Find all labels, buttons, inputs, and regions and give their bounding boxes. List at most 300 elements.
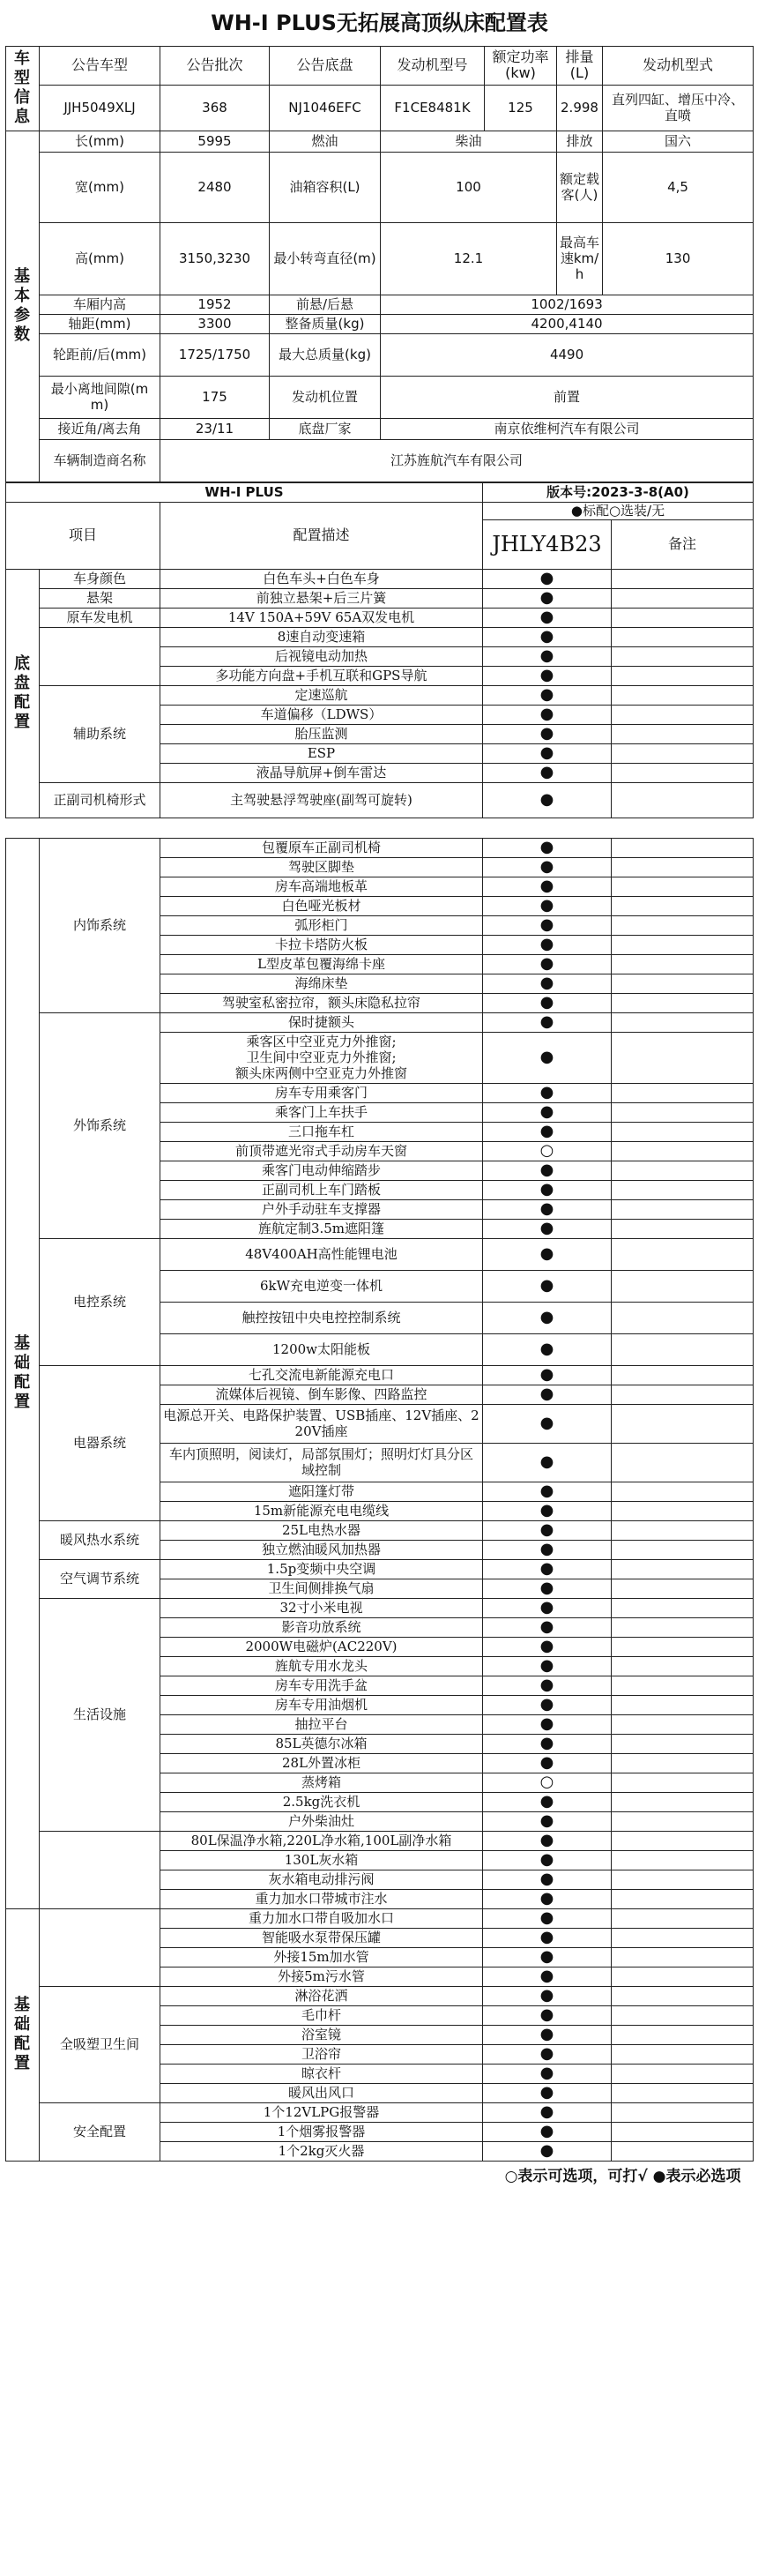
config-item-mark: ● (483, 1161, 612, 1180)
legend-text: ●标配○选装/无 (483, 502, 754, 519)
config-item-mark: ● (483, 2102, 612, 2122)
fuel-value: 柴油 (381, 131, 557, 152)
config-item-note (612, 685, 754, 705)
config-item-desc: 2.5kg洗衣机 (160, 1792, 483, 1811)
config-item-mark: ● (483, 1122, 612, 1141)
fuel-label: 燃油 (270, 131, 381, 152)
config-item-mark: ● (483, 1947, 612, 1967)
config-item-note (612, 743, 754, 763)
config-item-desc: 液晶导航屏+倒车雷达 (160, 763, 483, 782)
config-item-note (612, 2102, 754, 2122)
config-category: 空气调节系统 (40, 1559, 160, 1598)
config-category (40, 1908, 160, 1986)
config-category: 电器系统 (40, 1365, 160, 1520)
config-item-mark: ● (483, 1404, 612, 1443)
config-item-note (612, 2044, 754, 2064)
config-item-mark: ● (483, 1676, 612, 1695)
config-item-desc: 卡拉卡塔防火板 (160, 935, 483, 954)
config-item-mark: ● (483, 1443, 612, 1482)
config-item-desc: 8速自动变速箱 (160, 627, 483, 646)
config-item-desc: 32寸小米电视 (160, 1598, 483, 1617)
config-item-desc: 6kW充电逆变一体机 (160, 1270, 483, 1302)
config-item-note (612, 1656, 754, 1676)
config-item-note (612, 1617, 754, 1637)
config-row (6, 1598, 754, 1617)
config-item-desc: 影音功放系统 (160, 1617, 483, 1637)
config-category: 悬架 (40, 588, 160, 608)
config-item-mark: ● (483, 1180, 612, 1199)
config-category (40, 1831, 160, 1908)
config-item-note (612, 1501, 754, 1520)
config-item-mark: ● (483, 974, 612, 993)
config-item-mark: ● (483, 1734, 612, 1753)
config-item-mark: ● (483, 1270, 612, 1302)
config-item-note (612, 896, 754, 915)
config-item-desc: 七孔交流电新能源充电口 (160, 1365, 483, 1385)
manufacturer-label: 车辆制造商名称 (40, 439, 160, 482)
config-item-desc: 白色哑光板材 (160, 896, 483, 915)
config-item-desc: 流媒体后视镜、倒车影像、四路监控 (160, 1385, 483, 1404)
overhang-value: 1002/1693 (381, 295, 754, 314)
config-item-note (612, 1967, 754, 1986)
config-item-mark: ● (483, 857, 612, 877)
config-row (6, 1520, 754, 1540)
page-title: WH-I PLUS无拓展高顶纵床配置表 (6, 0, 754, 46)
config-item-mark: ● (483, 1850, 612, 1870)
config-category: 全吸塑卫生间 (40, 1986, 160, 2102)
config-item-mark: ● (483, 2083, 612, 2102)
emission-value: 国六 (603, 131, 754, 152)
config-item-desc: 15m新能源充电电缆线 (160, 1501, 483, 1520)
config-category: 外饰系统 (40, 1012, 160, 1238)
config-category: 电控系统 (40, 1238, 160, 1365)
config-item-desc: 1.5p变频中央空调 (160, 1559, 483, 1579)
config-item-note (612, 857, 754, 877)
col-note-header: 备注 (612, 519, 754, 569)
width-label: 宽(mm) (40, 152, 160, 222)
config-item-desc: 卫生间侧排换气扇 (160, 1579, 483, 1598)
config-item-desc: 毛巾杆 (160, 2005, 483, 2025)
length-value: 5995 (160, 131, 270, 152)
config-item-desc: 户外柴油灶 (160, 1811, 483, 1831)
config-item-mark: ○ (483, 1773, 612, 1792)
config-item-desc: 房车专用洗手盆 (160, 1676, 483, 1695)
config-item-desc: 旌航定制3.5m遮阳篷 (160, 1219, 483, 1238)
config-item-mark: ● (483, 685, 612, 705)
manufacturer-value: 江苏旌航汽车有限公司 (160, 439, 754, 482)
config-item-note (612, 2064, 754, 2083)
config-item-mark: ● (483, 1520, 612, 1540)
config-item-mark: ● (483, 915, 612, 935)
turn-diameter-label: 最小转弯直径(m) (270, 222, 381, 295)
config-item-note (612, 935, 754, 954)
config-item-mark: ● (483, 1333, 612, 1365)
config-item-desc: 外接15m加水管 (160, 1947, 483, 1967)
config-item-mark: ○ (483, 1141, 612, 1161)
track-label: 轮距前/后(mm) (40, 333, 160, 376)
config-category: 内饰系统 (40, 838, 160, 1012)
config-item-note (612, 915, 754, 935)
config-item-note (612, 1404, 754, 1443)
config-item-desc: 蒸烤箱 (160, 1773, 483, 1792)
col-item-header: 项目 (6, 502, 160, 569)
seats-label: 额定载客(人) (557, 152, 603, 222)
config-item-note (612, 1520, 754, 1540)
chassis-maker-label: 底盘厂家 (270, 418, 381, 439)
config-item-mark: ● (483, 569, 612, 588)
config-item-desc: 晾衣杆 (160, 2064, 483, 2083)
config-item-note (612, 1180, 754, 1199)
config-item-desc: 海绵床垫 (160, 974, 483, 993)
value-power: 125 (485, 85, 557, 131)
clearance-label: 最小离地间隙(mm) (40, 376, 160, 418)
config-item-desc: 电源总开关、电路保护装置、USB插座、12V插座、220V插座 (160, 1404, 483, 1443)
config-item-mark: ● (483, 993, 612, 1012)
config-item-desc: L型皮革包覆海绵卡座 (160, 954, 483, 974)
col-desc-header: 配置描述 (160, 502, 483, 569)
config-category: 暖风热水系统 (40, 1520, 160, 1559)
config-row (6, 569, 754, 588)
config-item-note (612, 1637, 754, 1656)
config-category: 生活设施 (40, 1598, 160, 1831)
config-item-mark: ● (483, 2005, 612, 2025)
length-label: 长(mm) (40, 131, 160, 152)
config-item-note (612, 1579, 754, 1598)
config-item-mark: ● (483, 2122, 612, 2141)
config-item-mark: ● (483, 1385, 612, 1404)
config-item-mark: ● (483, 2044, 612, 2064)
config-item-mark: ● (483, 1792, 612, 1811)
config-item-note (612, 993, 754, 1012)
config-item-note (612, 1302, 754, 1333)
section-gap (6, 818, 754, 838)
config-item-desc: 房车专用乘客门 (160, 1083, 483, 1102)
tank-label: 油箱容积(L) (270, 152, 381, 222)
config-item-mark: ● (483, 1831, 612, 1850)
config-item-desc: 130L灰水箱 (160, 1850, 483, 1870)
config-item-desc: 外接5m污水管 (160, 1967, 483, 1986)
height-label: 高(mm) (40, 222, 160, 295)
gross-weight-label: 最大总质量(kg) (270, 333, 381, 376)
config-item-desc: 14V 150A+59V 65A双发电机 (160, 608, 483, 627)
config-item-note (612, 1889, 754, 1908)
config-item-note (612, 1753, 754, 1773)
config-item-note (612, 1676, 754, 1695)
header-engine-type: 发动机型式 (603, 46, 754, 85)
config-item-mark: ● (483, 1986, 612, 2005)
config-item-mark: ● (483, 666, 612, 685)
config-item-desc: 房车高端地板革 (160, 877, 483, 896)
turn-diameter-value: 12.1 (381, 222, 557, 295)
config-item-desc: 1个烟雾报警器 (160, 2122, 483, 2141)
config-item-desc: 28L外置冰柜 (160, 1753, 483, 1773)
config-item-desc: 前顶带遮光帘式手动房车天窗 (160, 1141, 483, 1161)
config-item-desc: 48V400AH高性能锂电池 (160, 1238, 483, 1270)
config-item-note (612, 724, 754, 743)
config-row (6, 1012, 754, 1032)
config-item-desc: 重力加水口带自吸加水口 (160, 1908, 483, 1928)
config-item-note (612, 1012, 754, 1032)
config-item-mark: ● (483, 1753, 612, 1773)
config-item-note (612, 1219, 754, 1238)
max-speed-label: 最高车速km/h (557, 222, 603, 295)
header-batch: 公告批次 (160, 46, 270, 85)
config-item-note (612, 1161, 754, 1180)
config-item-mark: ● (483, 1102, 612, 1122)
config-item-note (612, 1333, 754, 1365)
config-item-note (612, 954, 754, 974)
config-item-mark: ● (483, 1811, 612, 1831)
wheelbase-label: 轴距(mm) (40, 314, 160, 333)
config-item-mark: ● (483, 1365, 612, 1385)
config-item-desc: 灰水箱电动排污阀 (160, 1870, 483, 1889)
config-item-note (612, 1482, 754, 1501)
config-item-mark: ● (483, 1714, 612, 1734)
config-item-desc: 乘客区中空亚克力外推窗; 卫生间中空亚克力外推窗; 额头床两侧中空亚克力外推窗 (160, 1032, 483, 1083)
config-item-desc: 包覆原车正副司机椅 (160, 838, 483, 857)
config-row (6, 1831, 754, 1850)
header-power: 额定功率(kw) (485, 46, 557, 85)
height-value: 3150,3230 (160, 222, 270, 295)
model-code: JHLY4B23 (483, 519, 612, 569)
wheelbase-value: 3300 (160, 314, 270, 333)
config-row (6, 2102, 754, 2122)
config-item-note (612, 1122, 754, 1141)
config-item-mark: ● (483, 1617, 612, 1637)
config-item-mark: ● (483, 1199, 612, 1219)
config-item-mark: ● (483, 954, 612, 974)
config-item-mark: ● (483, 838, 612, 857)
config-group-label: 基础配置 (6, 1908, 40, 2161)
config-item-note (612, 1559, 754, 1579)
config-item-note (612, 2083, 754, 2102)
overhang-label: 前悬/后悬 (270, 295, 381, 314)
config-item-note (612, 2141, 754, 2161)
config-item-desc: 1个12VLPG报警器 (160, 2102, 483, 2122)
config-item-note (612, 627, 754, 646)
config-item-mark: ● (483, 1656, 612, 1676)
config-body (6, 569, 754, 2161)
config-category: 正副司机椅形式 (40, 782, 160, 818)
config-item-note (612, 1270, 754, 1302)
config-version: 版本号:2023-3-8(A0) (483, 482, 754, 502)
config-item-desc: 房车专用油烟机 (160, 1695, 483, 1714)
config-item-desc: 80L保温净水箱,220L净水箱,100L副净水箱 (160, 1831, 483, 1850)
config-item-desc: 乘客门上车扶手 (160, 1102, 483, 1122)
basic-params-group: 基本参数 (6, 131, 40, 482)
cabin-height-value: 1952 (160, 295, 270, 314)
config-item-note (612, 2122, 754, 2141)
chassis-maker-value: 南京依维柯汽车有限公司 (381, 418, 754, 439)
config-item-note (612, 608, 754, 627)
config-item-desc: 弧形柜门 (160, 915, 483, 935)
config-item-desc: 定速巡航 (160, 685, 483, 705)
config-item-mark: ● (483, 1302, 612, 1333)
config-item-note (612, 2005, 754, 2025)
config-row (6, 1908, 754, 1928)
header-chassis: 公告底盘 (270, 46, 381, 85)
value-engine-type: 直列四缸、增压中冷、直喷 (603, 85, 754, 131)
config-item-note (612, 838, 754, 857)
config-item-desc: 保时捷额头 (160, 1012, 483, 1032)
config-item-note (612, 1714, 754, 1734)
config-row (6, 608, 754, 627)
config-item-mark: ● (483, 1083, 612, 1102)
config-category: 安全配置 (40, 2102, 160, 2161)
seats-value: 4,5 (603, 152, 754, 222)
config-row (6, 838, 754, 857)
config-item-desc: 1200w太阳能板 (160, 1333, 483, 1365)
config-item-note (612, 877, 754, 896)
config-item-note (612, 1870, 754, 1889)
value-engine: F1CE8481K (381, 85, 485, 131)
config-item-desc: 浴室镜 (160, 2025, 483, 2044)
config-item-desc: 白色车头+白色车身 (160, 569, 483, 588)
tank-value: 100 (381, 152, 557, 222)
config-category (40, 627, 160, 685)
config-item-desc: 淋浴花洒 (160, 1986, 483, 2005)
config-item-desc: 抽拉平台 (160, 1714, 483, 1734)
config-row (6, 588, 754, 608)
engine-position-label: 发动机位置 (270, 376, 381, 418)
config-item-mark: ● (483, 1598, 612, 1617)
config-item-mark: ● (483, 877, 612, 896)
config-item-mark: ● (483, 1579, 612, 1598)
config-item-mark: ● (483, 2141, 612, 2161)
config-group-label: 基础配置 (6, 838, 40, 1908)
config-item-desc: 25L电热水器 (160, 1520, 483, 1540)
config-item-mark: ● (483, 1032, 612, 1083)
config-item-note (612, 1947, 754, 1967)
clearance-value: 175 (160, 376, 270, 418)
config-item-note (612, 569, 754, 588)
config-item-note (612, 1811, 754, 1831)
config-item-mark: ● (483, 724, 612, 743)
config-item-note (612, 1734, 754, 1753)
config-item-desc: 三口拖车杠 (160, 1122, 483, 1141)
config-row (6, 782, 754, 818)
config-item-mark: ● (483, 1559, 612, 1579)
config-item-note (612, 1598, 754, 1617)
config-model-name: WH-I PLUS (6, 482, 483, 502)
config-item-mark: ● (483, 1219, 612, 1238)
config-item-note (612, 1141, 754, 1161)
config-item-note (612, 1032, 754, 1083)
config-item-mark: ● (483, 1889, 612, 1908)
value-model: JJH5049XLJ (40, 85, 160, 131)
header-model: 公告车型 (40, 46, 160, 85)
gross-weight-value: 4490 (381, 333, 754, 376)
config-item-mark: ● (483, 1928, 612, 1947)
curb-weight-label: 整备质量(kg) (270, 314, 381, 333)
vehicle-info-group: 车型信息 (6, 46, 40, 131)
config-item-desc: 暖风出风口 (160, 2083, 483, 2102)
config-item-mark: ● (483, 1012, 612, 1032)
config-item-note (612, 2025, 754, 2044)
config-item-note (612, 1238, 754, 1270)
config-item-note (612, 1986, 754, 2005)
config-item-desc: 前独立悬架+后三片簧 (160, 588, 483, 608)
config-item-desc: 多功能方向盘+手机互联和GPS导航 (160, 666, 483, 685)
config-item-note (612, 1831, 754, 1850)
angles-value: 23/11 (160, 418, 270, 439)
config-item-mark: ● (483, 705, 612, 724)
value-displacement: 2.998 (557, 85, 603, 131)
config-item-note (612, 1385, 754, 1404)
config-item-note (612, 1773, 754, 1792)
config-category: 原车发电机 (40, 608, 160, 627)
config-item-desc: 触控按钮中央电控控制系统 (160, 1302, 483, 1333)
config-item-desc: 驾驶区脚垫 (160, 857, 483, 877)
config-item-note (612, 1695, 754, 1714)
config-item-note (612, 763, 754, 782)
config-item-mark: ● (483, 1967, 612, 1986)
config-item-note (612, 705, 754, 724)
header-engine: 发动机型号 (381, 46, 485, 85)
value-chassis: NJ1046EFC (270, 85, 381, 131)
config-item-note (612, 1365, 754, 1385)
config-item-desc: 85L英德尔冰箱 (160, 1734, 483, 1753)
engine-position-value: 前置 (381, 376, 754, 418)
config-item-mark: ● (483, 1501, 612, 1520)
config-item-desc: 卫浴帘 (160, 2044, 483, 2064)
config-item-note (612, 1199, 754, 1219)
config-item-mark: ● (483, 2025, 612, 2044)
config-item-note (612, 1908, 754, 1928)
config-row (6, 685, 754, 705)
config-item-mark: ● (483, 646, 612, 666)
width-value: 2480 (160, 152, 270, 222)
config-item-mark: ● (483, 1238, 612, 1270)
config-item-mark: ● (483, 782, 612, 818)
config-item-mark: ● (483, 608, 612, 627)
config-sheet (5, 0, 753, 2191)
config-item-desc: 车道偏移（LDWS） (160, 705, 483, 724)
config-item-desc: 主驾驶悬浮驾驶座(副驾可旋转) (160, 782, 483, 818)
config-row (6, 1986, 754, 2005)
config-item-note (612, 666, 754, 685)
config-item-mark: ● (483, 935, 612, 954)
config-row (6, 1365, 754, 1385)
emission-label: 排放 (557, 131, 603, 152)
config-row (6, 1559, 754, 1579)
config-category: 车身颜色 (40, 569, 160, 588)
config-item-note (612, 646, 754, 666)
config-item-note (612, 1540, 754, 1559)
config-item-desc: 户外手动驻车支撑器 (160, 1199, 483, 1219)
config-item-desc: 2000W电磁炉(AC220V) (160, 1637, 483, 1656)
config-item-desc: 智能吸水泵带保压罐 (160, 1928, 483, 1947)
config-item-desc: 胎压监测 (160, 724, 483, 743)
config-item-mark: ● (483, 896, 612, 915)
config-category: 辅助系统 (40, 685, 160, 782)
config-item-mark: ● (483, 588, 612, 608)
config-item-mark: ● (483, 743, 612, 763)
config-item-mark: ● (483, 1695, 612, 1714)
max-speed-value: 130 (603, 222, 754, 295)
config-row (6, 1238, 754, 1270)
config-item-note (612, 1083, 754, 1102)
config-item-mark: ● (483, 1637, 612, 1656)
config-item-desc: 1个2kg灭火器 (160, 2141, 483, 2161)
config-item-note (612, 1850, 754, 1870)
config-item-desc: 驾驶室私密拉帘，额头床隐私拉帘 (160, 993, 483, 1012)
config-item-note (612, 1443, 754, 1482)
config-item-desc: ESP (160, 743, 483, 763)
config-table (5, 482, 754, 2191)
config-item-mark: ● (483, 1482, 612, 1501)
curb-weight-value: 4200,4140 (381, 314, 754, 333)
